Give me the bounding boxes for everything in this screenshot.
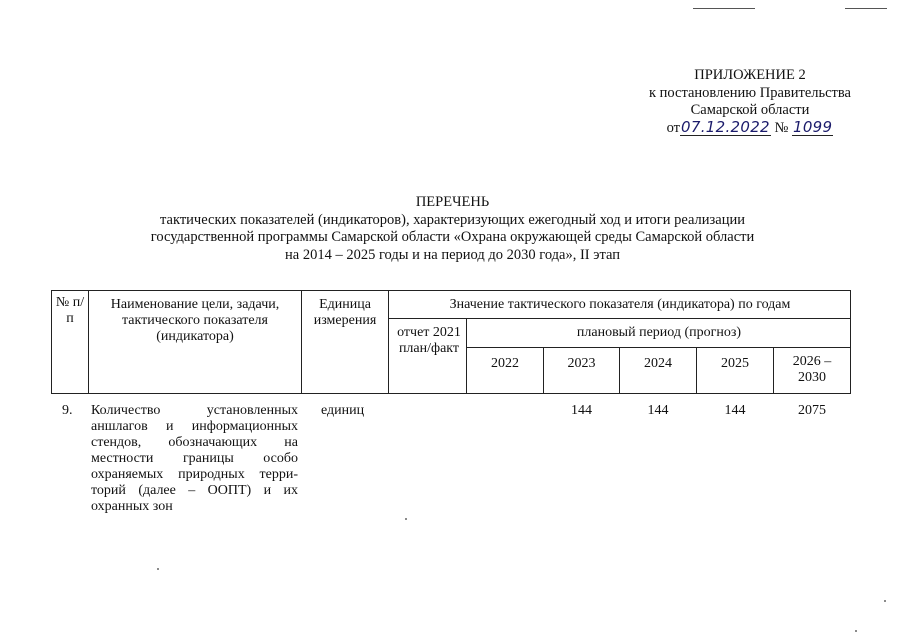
document-title	[100, 194, 805, 264]
indicators-table-header	[51, 290, 851, 394]
row-value-2025: 144	[724, 403, 746, 418]
scan-artifact-line	[693, 8, 755, 9]
table-border	[51, 290, 52, 394]
title-subtitle-line-1: тактических показателей (индикаторов), характеризующих ежегодный ход и итоги реализации	[160, 211, 745, 228]
header-report: отчет 2021 план/факт	[397, 325, 461, 356]
header-year-2026-2030: 2026 – 2030	[792, 354, 832, 385]
row-value-2023: 144	[571, 403, 592, 418]
header-year-2024: 2024	[644, 356, 672, 371]
row-num: 9.	[62, 403, 73, 418]
table-border	[466, 347, 851, 348]
header-year-2025: 2025	[721, 356, 749, 371]
row-name: Количество установленных аншлагов и информационных стендов, обозначающих на местности границы особо охраняемых природных терри-торий (далее – ООПТ) и их охранных зон	[91, 403, 298, 514]
table-border	[51, 393, 851, 394]
scan-artifact-dot	[884, 600, 886, 602]
handwritten-date: 07.12.2022	[681, 117, 770, 136]
appendix-line-2: Самарской области	[690, 102, 810, 118]
number-label: №	[774, 119, 789, 136]
row-value-2026-2030: 2075	[798, 403, 826, 418]
scan-artifact-dot	[157, 568, 159, 570]
header-name: Наименование цели, задачи, тактического показателя (индикатора)	[110, 297, 280, 344]
table-border	[850, 290, 851, 394]
table-border	[301, 290, 302, 394]
handwritten-number: 1099	[793, 117, 833, 136]
appendix-line-1: к постановлению Правительства	[649, 84, 851, 101]
table-border	[88, 290, 89, 394]
from-label: от	[666, 119, 681, 136]
table-border	[773, 347, 774, 394]
table-border	[388, 290, 389, 394]
title-subtitle-line-2: государственной программы Самарской области «Охрана окружающей среды Самарской области	[150, 229, 755, 245]
header-year-2022: 2022	[491, 356, 519, 371]
scan-artifact-dot	[405, 518, 407, 520]
header-num: № п/п	[55, 295, 85, 326]
header-unit: Единица измерения	[313, 297, 377, 328]
title-heading: ПЕРЕЧЕНЬ	[415, 194, 490, 210]
table-border	[388, 318, 851, 319]
appendix-date-line	[600, 117, 900, 138]
scan-artifact-line	[845, 8, 887, 9]
row-unit: единиц	[321, 403, 365, 418]
header-values-group: Значение тактического показателя (индикатора) по годам	[449, 297, 791, 312]
appendix-title: ПРИЛОЖЕНИЕ 2	[694, 67, 806, 83]
header-year-2023: 2023	[567, 356, 596, 371]
table-border	[51, 290, 851, 291]
header-planned: плановый период (прогноз)	[576, 325, 742, 340]
scan-artifact-dot	[855, 630, 857, 632]
title-subtitle-line-3: на 2014 – 2025 годы и на период до 2030 года», II этап	[285, 246, 620, 263]
appendix-header	[600, 67, 900, 137]
row-value-2024: 144	[647, 403, 669, 418]
